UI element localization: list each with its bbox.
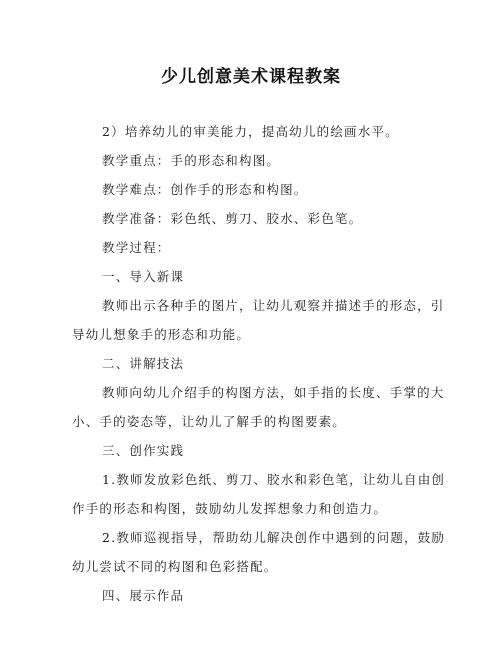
- paragraph-line: 教师向幼儿介绍手的构图方法，如手指的长度、手掌的大: [102, 385, 445, 400]
- paragraph-line: 幼儿尝试不同的构图和色彩搭配。: [72, 559, 278, 574]
- paragraph-line: 小、手的姿态等，让幼儿了解手的构图要素。: [72, 414, 347, 429]
- objective-line: 2）培养幼儿的审美能力，提高幼儿的绘画水平。: [102, 124, 399, 139]
- document-title: 少儿创意美术课程教案: [161, 67, 341, 87]
- section-heading-showcase: 四、展示作品: [102, 588, 185, 603]
- paragraph-line: 1.教师发放彩色纸、剪刀、胶水和彩色笔，让幼儿自由创: [102, 472, 446, 487]
- section-heading-practice: 三、创作实践: [102, 443, 185, 458]
- section-heading-technique: 二、讲解技法: [102, 356, 185, 371]
- difficulty-line: 教学难点：创作手的形态和构图。: [102, 182, 308, 197]
- paragraph-line: 作手的形态和构图，鼓励幼儿发挥想象力和创造力。: [72, 501, 388, 516]
- paragraph-line: 教师出示各种手的图片，让幼儿观察并描述手的形态，引: [102, 298, 445, 313]
- preparation-line: 教学准备：彩色纸、剪刀、胶水、彩色笔。: [102, 211, 363, 226]
- process-heading: 教学过程：: [102, 240, 171, 255]
- paragraph-line: 导幼儿想象手的形态和功能。: [72, 327, 251, 342]
- paragraph-line: 2.教师巡视指导，帮助幼儿解决创作中遇到的问题，鼓励: [102, 530, 446, 545]
- key-point-line: 教学重点：手的形态和构图。: [102, 153, 281, 168]
- section-heading-intro: 一、导入新课: [102, 269, 185, 284]
